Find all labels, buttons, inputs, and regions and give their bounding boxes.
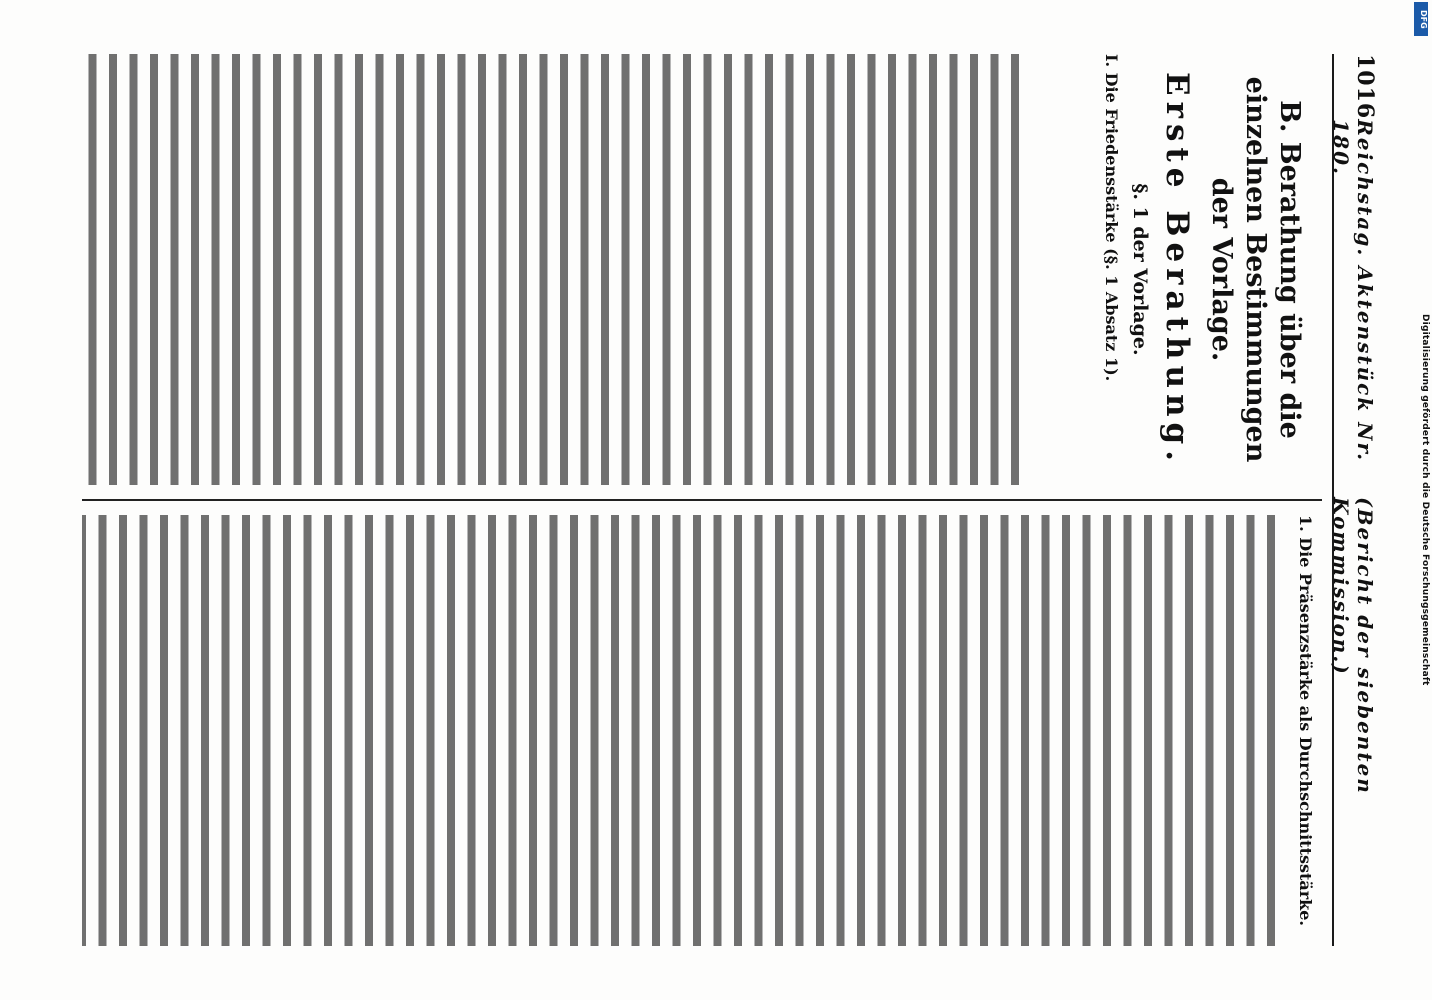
running-head-left: Reichstag. Aktenstück Nr. 180. (1329, 119, 1377, 463)
reading-heading: Erste Berathung. (1159, 72, 1195, 467)
column-rule (82, 499, 1322, 501)
article-heading: §. 1 der Vorlage. (1129, 183, 1151, 356)
left-column (82, 54, 1322, 485)
item-heading-peace-strength: I. Die Friedensstärke (§. 1 Absatz 1). (1102, 54, 1121, 382)
text-columns (82, 54, 1322, 946)
item-heading-presence-strength: 1. Die Präsenzstärke als Durchschnittsstärke. (1296, 515, 1315, 926)
digitization-credit: Digitalisierung gefördert durch die Deutsche Forschungsgemeinschaft (1420, 314, 1430, 686)
dfg-logo: DFG (1414, 2, 1428, 36)
running-head-right: (Bericht der siebenten Kommission.) (1329, 497, 1377, 795)
page-header (1329, 54, 1378, 946)
unreadable-text-block (82, 54, 1026, 485)
rotated-printed-page (36, 20, 1396, 980)
page-number: 1016 (1352, 54, 1378, 120)
section-heading: B. Berathung über die einzelnen Bestimmungen der Vorlage. (1206, 76, 1305, 463)
unreadable-text-block (82, 515, 1282, 946)
right-column (82, 515, 1322, 946)
